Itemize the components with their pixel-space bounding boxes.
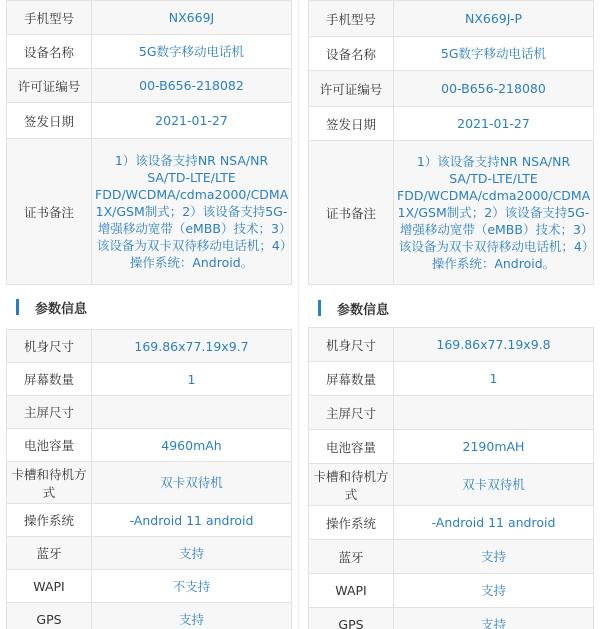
device-name-label: 设备名称 xyxy=(7,35,92,69)
bluetooth-label: 蓝牙 xyxy=(309,540,394,574)
model-value: NX669J-P xyxy=(394,1,594,37)
params-table-left xyxy=(6,329,292,629)
table-row xyxy=(7,504,292,537)
license-no-value: 00-B656-218082 xyxy=(92,69,292,103)
wapi-label: WAPI xyxy=(7,570,92,603)
device-name-label: 设备名称 xyxy=(309,37,394,71)
table-row xyxy=(7,537,292,570)
table-row xyxy=(7,139,292,285)
battery-label: 电池容量 xyxy=(309,430,394,464)
main-screen-value xyxy=(92,396,292,429)
sim-slot-label: 卡槽和待机方式 xyxy=(309,464,394,506)
license-no-label: 许可证编号 xyxy=(309,71,394,107)
bluetooth-value: 支持 xyxy=(394,540,594,574)
table-row xyxy=(7,1,292,35)
model-label: 手机型号 xyxy=(309,1,394,37)
dimensions-label: 机身尺寸 xyxy=(309,328,394,362)
table-row xyxy=(7,429,292,462)
dimensions-value: 169.86x77.19x9.8 xyxy=(394,328,594,362)
right-spec-panel xyxy=(308,0,594,629)
table-row xyxy=(309,396,594,430)
cert-table-left xyxy=(6,0,292,285)
main-screen-label: 主屏尺寸 xyxy=(7,396,92,429)
dimensions-value: 169.86x77.19x9.7 xyxy=(92,330,292,363)
panel-divider xyxy=(298,0,299,629)
issue-date-label: 签发日期 xyxy=(7,103,92,139)
params-title: 参数信息 xyxy=(337,303,390,318)
cert-remark-label: 证书备注 xyxy=(7,139,92,285)
table-row xyxy=(309,540,594,574)
params-title: 参数信息 xyxy=(35,302,88,317)
table-row xyxy=(309,608,594,629)
screen-count-label: 屏幕数量 xyxy=(309,362,394,396)
gps-value: 支持 xyxy=(92,603,292,629)
table-row xyxy=(309,1,594,37)
section-accent-bar xyxy=(318,300,321,316)
issue-date-label: 签发日期 xyxy=(309,107,394,141)
params-section-header xyxy=(308,285,594,327)
device-name-value: 5G数字移动电话机 xyxy=(394,37,594,71)
table-row xyxy=(309,107,594,141)
table-row xyxy=(7,570,292,603)
table-row xyxy=(7,330,292,363)
device-name-value: 5G数字移动电话机 xyxy=(92,35,292,69)
screen-count-label: 屏幕数量 xyxy=(7,363,92,396)
table-row xyxy=(7,363,292,396)
gps-label: GPS xyxy=(309,608,394,629)
license-no-label: 许可证编号 xyxy=(7,69,92,103)
license-no-value: 00-B656-218080 xyxy=(394,71,594,107)
cert-remark-label: 证书备注 xyxy=(309,141,394,285)
table-row xyxy=(7,396,292,429)
table-row xyxy=(7,69,292,103)
table-row xyxy=(309,574,594,608)
sim-slot-label: 卡槽和待机方式 xyxy=(7,462,92,504)
table-row xyxy=(7,35,292,69)
bluetooth-label: 蓝牙 xyxy=(7,537,92,570)
left-spec-panel xyxy=(6,0,292,629)
model-label: 手机型号 xyxy=(7,1,92,35)
params-section-header xyxy=(6,285,292,329)
model-value: NX669J xyxy=(92,1,292,35)
gps-label: GPS xyxy=(7,603,92,629)
cert-remark-value: 1）该设备支持NR NSA/NR SA/TD-LTE/LTE FDD/WCDMA/cdma2000/CDMA 1X/GSM制式；2）该设备支持5G-增强移动宽带（eMBB）技术；3）该设备为双卡双待移动电话机；4）操作系统：Android。 xyxy=(394,141,594,285)
bluetooth-value: 支持 xyxy=(92,537,292,570)
table-row xyxy=(309,464,594,506)
screen-count-value: 1 xyxy=(92,363,292,396)
table-row xyxy=(309,141,594,285)
table-row xyxy=(7,103,292,139)
wapi-value: 支持 xyxy=(394,574,594,608)
table-row xyxy=(309,328,594,362)
dimensions-label: 机身尺寸 xyxy=(7,330,92,363)
main-screen-label: 主屏尺寸 xyxy=(309,396,394,430)
table-row xyxy=(309,71,594,107)
table-row xyxy=(7,603,292,629)
wapi-label: WAPI xyxy=(309,574,394,608)
table-row xyxy=(309,37,594,71)
os-label: 操作系统 xyxy=(309,506,394,540)
table-row xyxy=(309,506,594,540)
wapi-value: 不支持 xyxy=(92,570,292,603)
section-accent-bar xyxy=(16,299,19,315)
cert-remark-value: 1）该设备支持NR NSA/NR SA/TD-LTE/LTE FDD/WCDMA/cdma2000/CDMA 1X/GSM制式；2）该设备支持5G-增强移动宽带（eMBB）技术；3）该设备为双卡双待移动电话机；4）操作系统：Android。 xyxy=(92,139,292,285)
table-row xyxy=(7,462,292,504)
sim-slot-value: 双卡双待机 xyxy=(394,464,594,506)
table-row xyxy=(309,430,594,464)
battery-value: 2190mAH xyxy=(394,430,594,464)
sim-slot-value: 双卡双待机 xyxy=(92,462,292,504)
issue-date-value: 2021-01-27 xyxy=(394,107,594,141)
os-value: -Android 11 android xyxy=(394,506,594,540)
os-label: 操作系统 xyxy=(7,504,92,537)
params-table-right xyxy=(308,327,594,629)
os-value: -Android 11 android xyxy=(92,504,292,537)
screen-count-value: 1 xyxy=(394,362,594,396)
battery-value: 4960mAh xyxy=(92,429,292,462)
main-screen-value xyxy=(394,396,594,430)
issue-date-value: 2021-01-27 xyxy=(92,103,292,139)
battery-label: 电池容量 xyxy=(7,429,92,462)
cert-table-right xyxy=(308,0,594,285)
table-row xyxy=(309,362,594,396)
gps-value: 支持 xyxy=(394,608,594,629)
